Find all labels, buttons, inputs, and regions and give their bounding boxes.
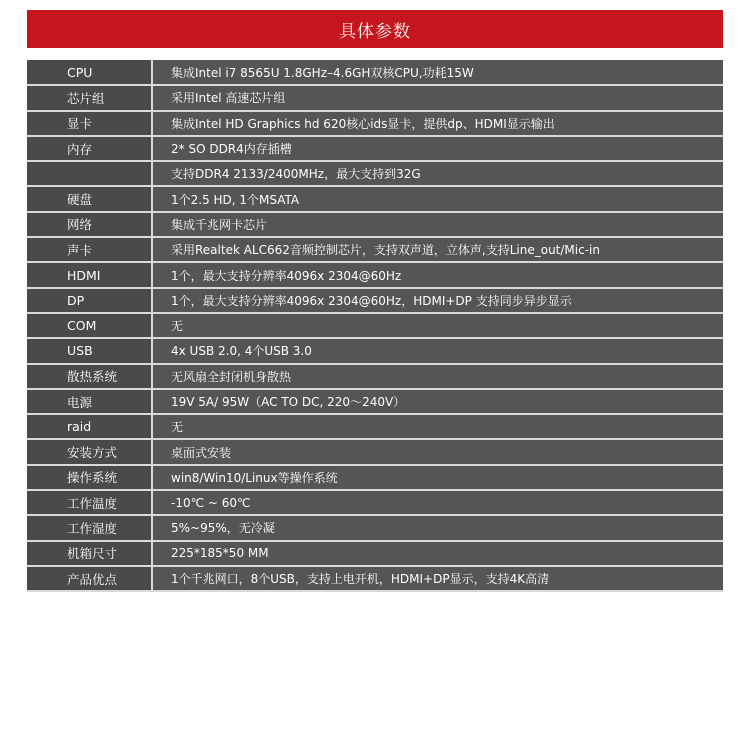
spec-value: 1个，最大支持分辨率4096x 2304@60Hz [152,262,723,287]
spec-value: 1个2.5 HD, 1个MSATA [152,186,723,211]
spec-label: COM [27,313,152,338]
spec-label: 机箱尺寸 [27,541,152,566]
spec-value: 采用Realtek ALC662音频控制芯片，支持双声道，立体声,支持Line_out/Mic-in [152,237,723,262]
spec-value: 桌面式安装 [152,439,723,464]
spec-value: 采用Intel 高速芯片组 [152,85,723,110]
spec-label: 工作湿度 [27,515,152,540]
spec-value: win8/Win10/Linux等操作系统 [152,465,723,490]
spec-label: 产品优点 [27,566,152,591]
spec-row [27,465,723,490]
spec-row [27,60,723,85]
spec-label: 硬盘 [27,186,152,211]
spec-value: -10℃ ~ 60℃ [152,490,723,515]
spec-value: 支持DDR4 2133/2400MHz，最大支持到32G [152,161,723,186]
spec-value: 225*185*50 MM [152,541,723,566]
spec-label: USB [27,338,152,363]
spec-label: CPU [27,60,152,85]
spec-table [27,60,723,592]
spec-row [27,490,723,515]
spec-panel [27,10,723,592]
spec-row [27,85,723,110]
header-gap [27,48,723,60]
spec-label: 显卡 [27,111,152,136]
spec-label: raid [27,414,152,439]
spec-value: 1个，最大支持分辨率4096x 2304@60Hz，HDMI+DP 支持同步异步显示 [152,288,723,313]
spec-value: 无风扇全封闭机身散热 [152,364,723,389]
spec-row [27,515,723,540]
spec-value: 集成Intel i7 8565U 1.8GHz–4.6GH双核CPU,功耗15W [152,60,723,85]
spec-row [27,566,723,591]
spec-row [27,313,723,338]
spec-label: 芯片组 [27,85,152,110]
spec-value: 19V 5A/ 95W（AC TO DC, 220～240V） [152,389,723,414]
spec-row [27,237,723,262]
spec-label: 工作温度 [27,490,152,515]
spec-row [27,541,723,566]
spec-row [27,161,723,186]
spec-value: 2* SO DDR4内存插槽 [152,136,723,161]
spec-label: DP [27,288,152,313]
spec-table-body [27,60,723,591]
spec-label: 安装方式 [27,439,152,464]
spec-row [27,338,723,363]
spec-label [27,161,152,186]
spec-value: 无 [152,414,723,439]
spec-label: 声卡 [27,237,152,262]
spec-value: 集成千兆网卡芯片 [152,212,723,237]
spec-label: 散热系统 [27,364,152,389]
spec-row [27,186,723,211]
spec-header-title: 具体参数 [27,10,723,48]
spec-row [27,439,723,464]
spec-label: HDMI [27,262,152,287]
spec-value: 4x USB 2.0, 4个USB 3.0 [152,338,723,363]
spec-row [27,111,723,136]
spec-row [27,212,723,237]
spec-row [27,364,723,389]
spec-row [27,288,723,313]
spec-row [27,389,723,414]
spec-row [27,262,723,287]
spec-label: 操作系统 [27,465,152,490]
spec-value: 5%~95%，无冷凝 [152,515,723,540]
spec-label: 内存 [27,136,152,161]
spec-row [27,414,723,439]
spec-row [27,136,723,161]
spec-label: 电源 [27,389,152,414]
spec-value: 无 [152,313,723,338]
spec-label: 网络 [27,212,152,237]
spec-value: 1个千兆网口，8个USB，支持上电开机，HDMI+DP显示，支持4K高清 [152,566,723,591]
spec-value: 集成Intel HD Graphics hd 620核心ids显卡，提供dp、HDMI显示输出 [152,111,723,136]
